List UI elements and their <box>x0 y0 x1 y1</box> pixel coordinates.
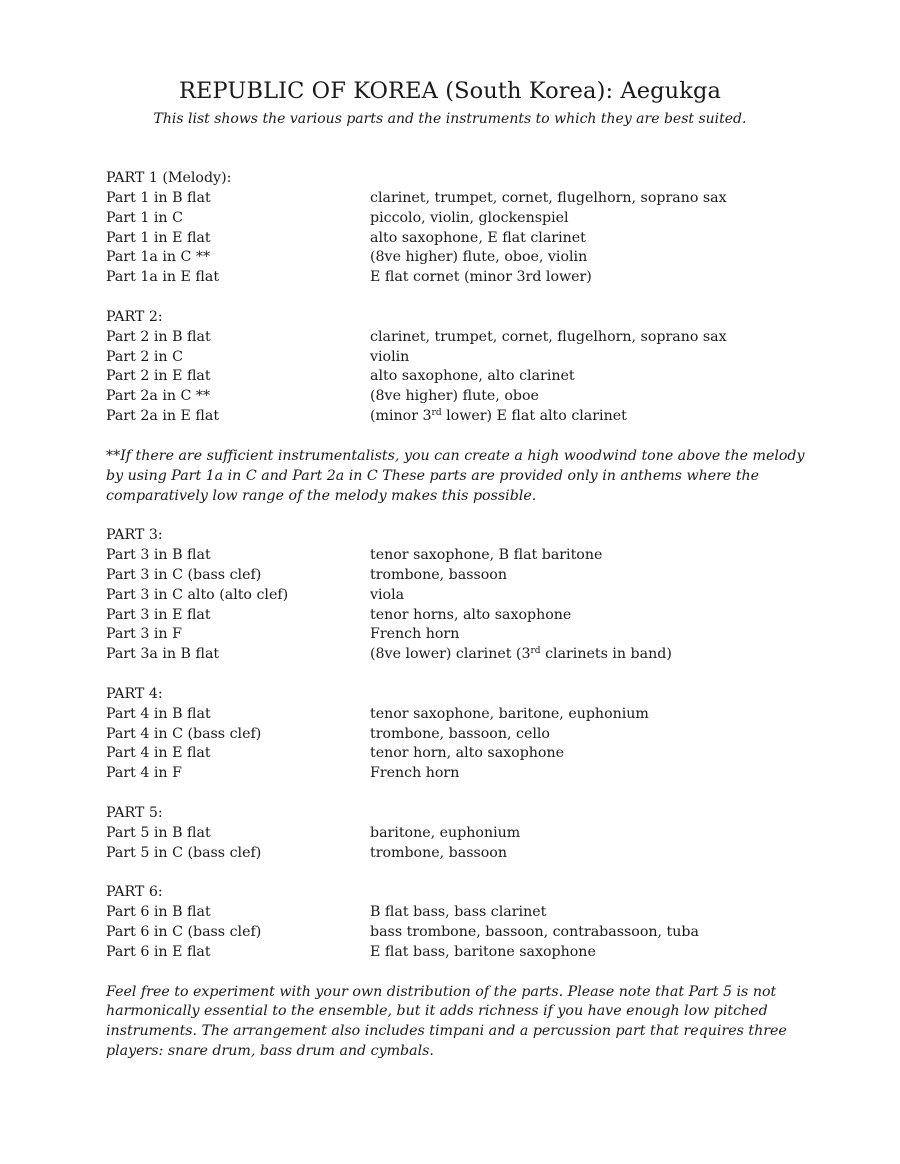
part-row <box>106 229 806 249</box>
section-heading: PART 1 (Melody): <box>106 170 232 186</box>
part-name: Part 2 in B flat <box>106 328 211 345</box>
closing-note-line: harmonically essential to the ensemble, but it adds richness if you have enough low pitched <box>106 1003 768 1020</box>
instruments-text: clarinets in band) <box>540 646 672 663</box>
page-subtitle: This list shows the various parts and the instruments to which they are best suited. <box>153 111 747 127</box>
section-heading: PART 3: <box>106 527 163 544</box>
part-row <box>106 268 806 288</box>
section-gap <box>106 864 806 884</box>
part-row <box>106 387 806 407</box>
part-name: Part 2a in C ** <box>106 388 211 405</box>
closing-note-line: instruments. The arrangement also includes timpani and a percussion part that requires three <box>106 1023 787 1040</box>
footnote-line: **If there are sufficient instrumentalists, you can create a high woodwind tone above the melody <box>106 447 805 464</box>
part-instruments: bass trombone, bassoon, contrabassoon, tuba <box>370 924 699 941</box>
page-title: REPUBLIC OF KOREA (South Korea): Aegukga <box>178 78 721 104</box>
section-gap <box>106 784 806 804</box>
section-gap <box>106 665 806 685</box>
section-gap <box>106 963 806 983</box>
parts-list <box>106 169 806 1062</box>
part-instruments: tenor saxophone, baritone, euphonium <box>370 705 649 722</box>
part-name: Part 6 in E flat <box>106 943 211 960</box>
part-instruments: viola <box>370 586 405 603</box>
part-name: Part 6 in B flat <box>106 904 211 921</box>
part-row <box>106 824 806 844</box>
part-name: Part 1 in E flat <box>106 229 211 246</box>
part-name: Part 5 in C (bass clef) <box>106 844 262 861</box>
part-instruments: E flat cornet (minor 3rd lower) <box>370 269 592 286</box>
part-instruments: trombone, bassoon <box>370 566 507 583</box>
part-instruments: French horn <box>370 626 460 643</box>
part-row <box>106 645 806 665</box>
part-instruments: alto saxophone, alto clarinet <box>370 368 575 385</box>
part-name: Part 2a in E flat <box>106 408 220 425</box>
part-row <box>106 725 806 745</box>
section-heading: PART 2: <box>106 308 163 325</box>
part-name: Part 1a in C ** <box>106 249 211 266</box>
part-instruments: tenor horns, alto saxophone <box>370 606 572 623</box>
part-row <box>106 625 806 645</box>
closing-note-line: Feel free to experiment with your own distribution of the parts. Please note that Part 5 is not <box>106 983 777 1000</box>
part-instruments: (8ve higher) flute, oboe, violin <box>370 249 588 266</box>
part-name: Part 3a in B flat <box>106 646 220 663</box>
part-instruments: tenor horn, alto saxophone <box>370 745 565 762</box>
closing-note-line: players: snare drum, bass drum and cymbals. <box>106 1043 434 1060</box>
part-name: Part 1 in C <box>106 209 183 226</box>
part-instruments: clarinet, trumpet, cornet, flugelhorn, soprano sax <box>370 328 727 345</box>
part-name: Part 3 in E flat <box>106 606 211 623</box>
part-instruments: B flat bass, bass clarinet <box>370 904 547 921</box>
part-row <box>106 606 806 626</box>
part-name: Part 5 in B flat <box>106 824 211 841</box>
instruments-text: (minor 3 <box>370 408 432 425</box>
section-heading: PART 4: <box>106 685 163 702</box>
part-instruments: piccolo, violin, glockenspiel <box>370 209 569 226</box>
part-instruments: trombone, bassoon <box>370 844 507 861</box>
part-name: Part 1 in B flat <box>106 189 211 206</box>
part-row <box>106 764 806 784</box>
part-row <box>106 705 806 725</box>
part-row <box>106 348 806 368</box>
part-instruments: violin <box>370 348 410 365</box>
part-row <box>106 407 806 427</box>
part-name: Part 3 in B flat <box>106 547 211 564</box>
part-row <box>106 844 806 864</box>
ordinal-superscript: rd <box>530 646 541 657</box>
part-instruments: baritone, euphonium <box>370 824 521 841</box>
part-row <box>106 566 806 586</box>
part-name: Part 3 in F <box>106 626 182 643</box>
section-gap <box>106 427 806 447</box>
part-row <box>106 189 806 209</box>
part-name: Part 3 in C (bass clef) <box>106 566 262 583</box>
part-row <box>106 209 806 229</box>
part-name: Part 4 in C (bass clef) <box>106 725 262 742</box>
ordinal-superscript: rd <box>431 408 442 419</box>
part-instruments: alto saxophone, E flat clarinet <box>370 229 586 246</box>
part-instruments: French horn <box>370 765 460 782</box>
part-name: Part 4 in F <box>106 765 182 782</box>
part-name: Part 3 in C alto (alto clef) <box>106 586 289 603</box>
part-name: Part 6 in C (bass clef) <box>106 924 262 941</box>
section-heading: PART 6: <box>106 884 163 901</box>
part-row <box>106 943 806 963</box>
part-instruments: trombone, bassoon, cello <box>370 725 550 742</box>
section-heading: PART 5: <box>106 805 163 821</box>
part-name: Part 4 in E flat <box>106 745 211 762</box>
part-name: Part 1a in E flat <box>106 269 220 286</box>
part-row <box>106 586 806 606</box>
part-instruments <box>370 645 806 665</box>
part-name: Part 2 in C <box>106 348 183 365</box>
section-gap <box>106 288 806 308</box>
part-row <box>106 923 806 943</box>
part-name: Part 4 in B flat <box>106 705 211 722</box>
part-row <box>106 546 806 566</box>
part-instruments <box>370 407 806 427</box>
instruments-text: (8ve lower) clarinet (3 <box>370 646 531 663</box>
part-instruments: E flat bass, baritone saxophone <box>370 943 596 960</box>
instruments-text: lower) E flat alto clarinet <box>441 408 627 425</box>
footnote-line: comparatively low range of the melody makes this possible. <box>106 487 537 504</box>
part-row <box>106 367 806 387</box>
part-name: Part 2 in E flat <box>106 368 211 385</box>
part-instruments: (8ve higher) flute, oboe <box>370 388 539 405</box>
part-row <box>106 744 806 764</box>
section-gap <box>106 506 806 526</box>
part-instruments: clarinet, trumpet, cornet, flugelhorn, soprano sax <box>370 189 727 206</box>
part-row <box>106 328 806 348</box>
part-instruments: tenor saxophone, B flat baritone <box>370 547 603 564</box>
part-row <box>106 903 806 923</box>
footnote-line: by using Part 1a in C and Part 2a in C These parts are provided only in anthems where the <box>106 467 760 484</box>
part-row <box>106 248 806 268</box>
